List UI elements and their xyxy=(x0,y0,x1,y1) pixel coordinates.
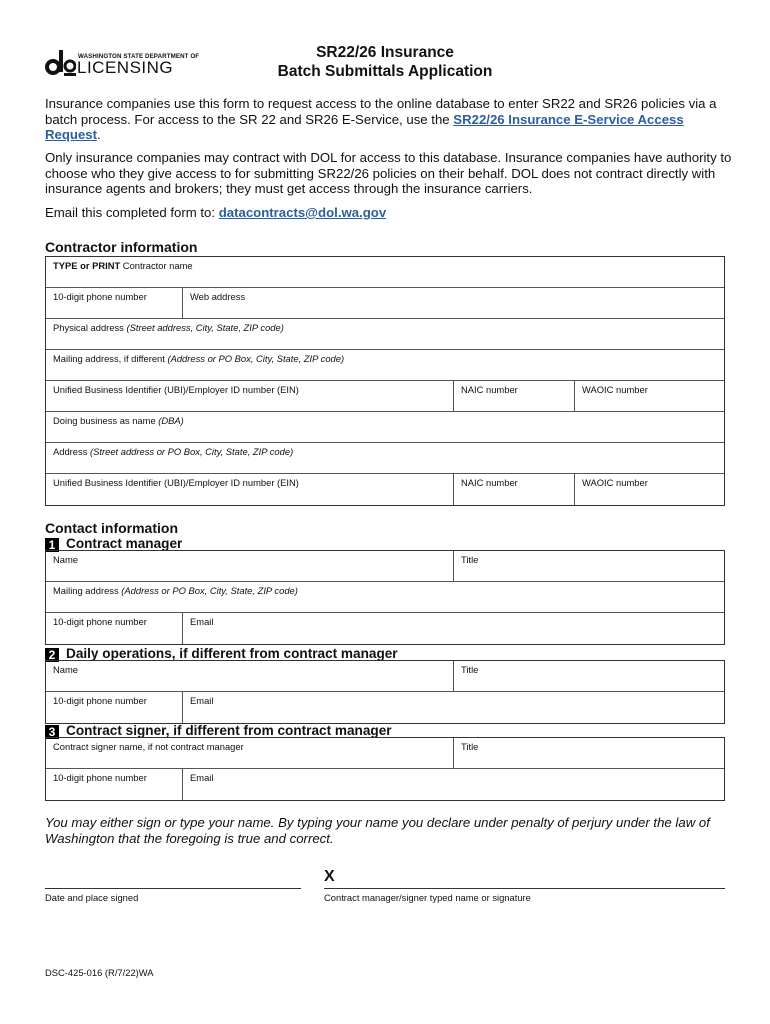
intro-paragraph-1 xyxy=(45,96,735,143)
ops-email-field[interactable]: Email xyxy=(182,692,724,723)
section-title-3: Contract signer, if different from contract manager xyxy=(66,723,392,738)
contract-manager-table xyxy=(45,550,725,645)
logo-name: LICENSING xyxy=(77,58,174,77)
mailing-address-field[interactable]: Mailing address, if different (Address or PO Box, City, State, ZIP code) xyxy=(53,353,345,364)
naic-field-2[interactable]: NAIC number xyxy=(453,474,574,505)
dba-field[interactable]: Doing business as name (DBA) xyxy=(53,415,184,426)
intro-paragraph-3 xyxy=(45,205,735,221)
section-number-3: 3 xyxy=(45,725,59,739)
daily-operations-table xyxy=(45,660,725,724)
contractor-web-field[interactable]: Web address xyxy=(182,288,724,318)
signer-title-field[interactable]: Title xyxy=(453,738,724,768)
email-prompt: Email this completed form to: xyxy=(45,205,219,220)
naic-field[interactable]: NAIC number xyxy=(453,381,574,411)
ubi-field[interactable]: Unified Business Identifier (UBI)/Employer ID number (EIN) xyxy=(53,384,299,395)
page-title xyxy=(220,43,550,81)
title-line-1: SR22/26 Insurance xyxy=(316,44,454,61)
waoic-field-2[interactable]: WAOIC number xyxy=(574,474,724,505)
eservice-link[interactable]: SR22/26 Insurance E-Service Access Request xyxy=(45,111,684,142)
intro-text: Insurance companies use this form to request access to the online database to enter SR22 and SR26 policies via a batch process. For access to the SR 22 and SR26 E-Service, use the xyxy=(45,96,717,127)
waoic-field[interactable]: WAOIC number xyxy=(574,381,724,411)
dba-address-field[interactable]: Address (Street address or PO Box, City, State, ZIP code) xyxy=(53,446,294,457)
manager-name-field[interactable]: Name xyxy=(53,554,79,565)
dol-logo xyxy=(44,48,200,78)
manager-title-field[interactable]: Title xyxy=(453,551,724,581)
date-line[interactable] xyxy=(45,888,301,889)
signature-label: Contract manager/signer typed name or signature xyxy=(324,892,531,903)
intro-end: . xyxy=(97,127,101,142)
email-link[interactable]: datacontracts@dol.wa.gov xyxy=(218,205,387,220)
section-title-2: Daily operations, if different from contract manager xyxy=(66,646,398,661)
ops-phone-field[interactable]: 10-digit phone number xyxy=(53,695,147,706)
ubi-field-2[interactable]: Unified Business Identifier (UBI)/Employer ID number (EIN) xyxy=(53,477,299,488)
signature-line[interactable] xyxy=(324,888,725,889)
contractor-phone-field[interactable]: 10-digit phone number xyxy=(53,291,147,302)
signer-phone-field[interactable]: 10-digit phone number xyxy=(53,772,147,783)
title-line-2: Batch Submittals Application xyxy=(277,63,493,80)
manager-phone-field[interactable]: 10-digit phone number xyxy=(53,616,147,627)
manager-email-field[interactable]: Email xyxy=(182,613,724,644)
signer-email-field[interactable]: Email xyxy=(182,769,724,800)
logo-department: WASHINGTON STATE DEPARTMENT OF xyxy=(78,53,200,60)
section-number-1: 1 xyxy=(45,538,59,552)
intro-paragraph-2: Only insurance companies may contract with DOL for access to this database. Insurance companies have authority to choose who they give access to for submitting SR22/26 policies on their behalf. DOL does not contract directly with insurance agents and brokers; they must get access through the insurance carriers. xyxy=(45,150,732,196)
signature-x-mark: X xyxy=(324,868,335,885)
signer-name-field[interactable]: Contract signer name, if not contract manager xyxy=(53,741,244,752)
manager-mailing-field[interactable]: Mailing address (Address or PO Box, City, State, ZIP code) xyxy=(53,585,298,596)
date-label: Date and place signed xyxy=(45,892,139,903)
section-title-1: Contract manager xyxy=(66,536,183,551)
contact-heading: Contact information xyxy=(45,520,178,536)
contractor-name-field[interactable]: TYPE or PRINT Contractor name xyxy=(53,260,193,271)
ops-name-field[interactable]: Name xyxy=(53,664,79,675)
section-number-2: 2 xyxy=(45,648,59,662)
perjury-declaration: You may either sign or type your name. By typing your name you declare under penalty of perjury under the law of Washington that the foregoing is true and correct. xyxy=(45,815,710,846)
contractor-heading: Contractor information xyxy=(45,239,198,255)
contractor-table xyxy=(45,256,725,506)
ops-title-field[interactable]: Title xyxy=(453,661,724,691)
physical-address-field[interactable]: Physical address (Street address, City, State, ZIP code) xyxy=(53,322,284,333)
form-number: DSC-425-016 (R/7/22)WA xyxy=(45,967,154,978)
contract-signer-table xyxy=(45,737,725,801)
dol-logo-icon xyxy=(44,48,76,78)
